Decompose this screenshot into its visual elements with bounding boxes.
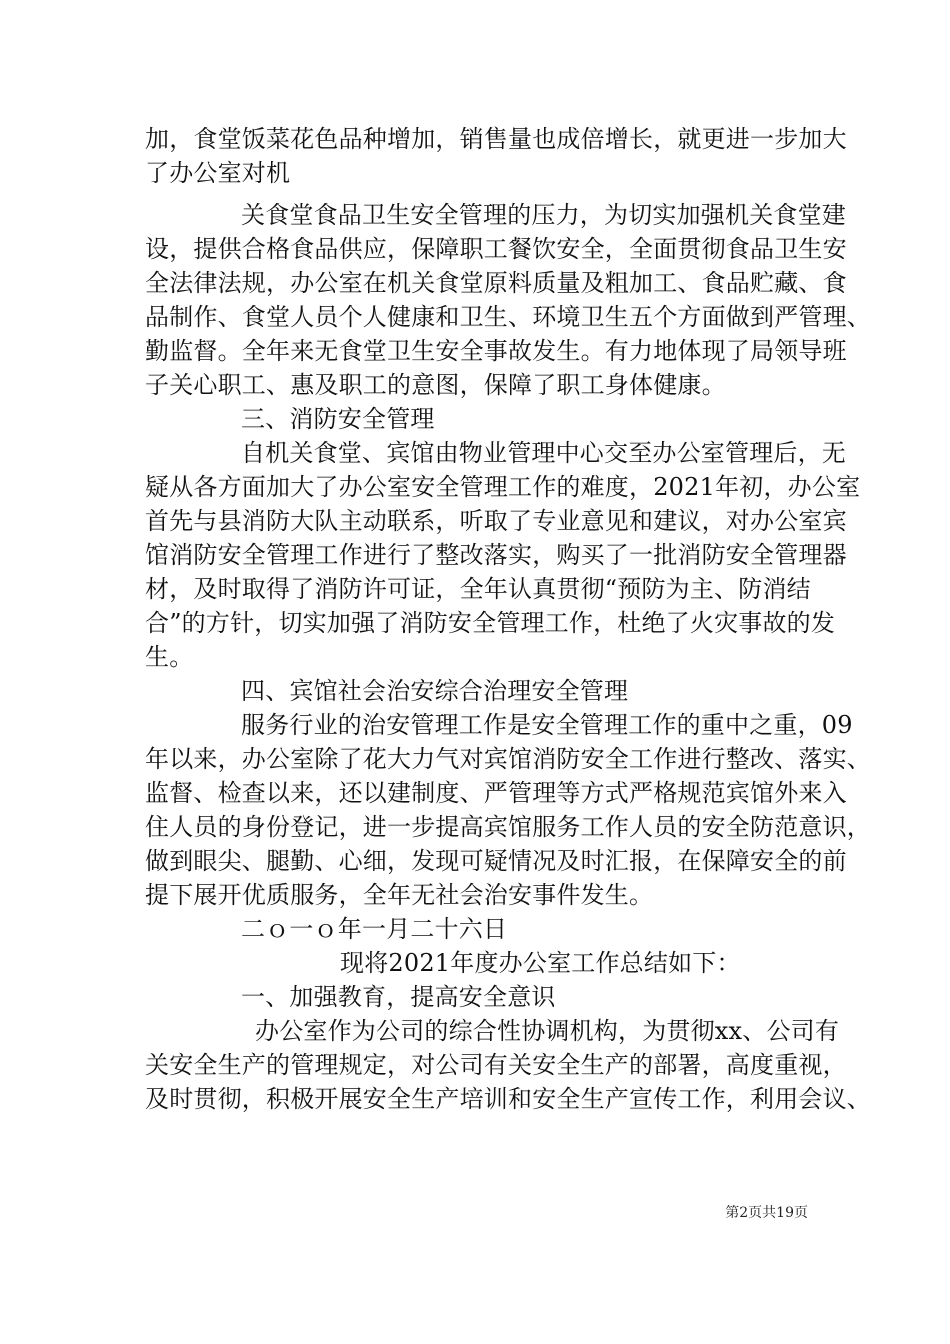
section-heading: 一、加强教育，提高安全意识 xyxy=(241,983,556,1011)
body-line: 服务行业的治安管理工作是安全管理工作的重中之重，09 xyxy=(241,711,853,739)
document-body xyxy=(145,122,871,1116)
body-line: 关安全生产的管理规定，对公司有关安全生产的部署，高度重视， xyxy=(145,1051,847,1079)
body-line: 监督、检查以来，还以建制度、严管理等方式严格规范宾馆外来入 xyxy=(145,779,847,807)
body-line: 首先与县消防大队主动联系，听取了专业意见和建议，对办公室宾 xyxy=(145,507,847,535)
body-line: 全法律法规，办公室在机关食堂原料质量及粗加工、食品贮藏、食 xyxy=(145,269,847,297)
body-line: 住人员的身份登记，进一步提高宾馆服务工作人员的安全防范意识， xyxy=(145,813,871,841)
body-line: 疑从各方面加大了办公室安全管理工作的难度，2021年初，办公室 xyxy=(145,473,861,501)
body-line: 及时贯彻，积极开展安全生产培训和安全生产宣传工作，利用会议、 xyxy=(145,1085,871,1113)
body-line: 品制作、食堂人员个人健康和卫生、环境卫生五个方面做到严管理、 xyxy=(145,303,871,331)
body-line: 办公室作为公司的综合性协调机构，为贯彻xx、公司有 xyxy=(255,1017,840,1045)
body-line: 设，提供合格食品供应，保障职工餐饮安全，全面贯彻食品卫生安 xyxy=(145,235,847,263)
section-heading: 三、消防安全管理 xyxy=(241,405,435,433)
date-line: 二ｏ一ｏ年一月二十六日 xyxy=(241,915,508,943)
body-line: 关食堂食品卫生安全管理的压力，为切实加强机关食堂建 xyxy=(241,201,846,229)
body-line: 生。 xyxy=(145,643,194,671)
body-line: 提下展开优质服务，全年无社会治安事件发生。 xyxy=(145,881,654,909)
body-line: 加，食堂饭菜花色品种增加，销售量也成倍增长，就更进一步加大 xyxy=(145,125,847,153)
body-line: 年以来，办公室除了花大力气对宾馆消防安全工作进行整改、落实、 xyxy=(145,745,871,773)
body-line: 了办公室对机 xyxy=(145,159,291,187)
body-line: 自机关食堂、宾馆由物业管理中心交至办公室管理后，无 xyxy=(241,439,846,467)
body-line: 合”的方针，切实加强了消防安全管理工作，杜绝了火灾事故的发 xyxy=(145,609,836,637)
body-line: 馆消防安全管理工作进行了整改落实，购买了一批消防安全管理器 xyxy=(145,541,847,569)
body-line: 勤监督。全年来无食堂卫生安全事故发生。有力地体现了局领导班 xyxy=(145,337,847,365)
body-line: 材，及时取得了消防许可证，全年认真贯彻“预防为主、防消结 xyxy=(145,575,811,603)
body-line: 做到眼尖、腿勤、心细，发现可疑情况及时汇报，在保障安全的前 xyxy=(145,847,847,875)
page-number: 第2页共19页 xyxy=(725,1205,808,1221)
paragraph-gap xyxy=(145,190,815,198)
summary-heading: 现将2021年度办公室工作总结如下： xyxy=(340,949,741,977)
section-heading: 四、宾馆社会治安综合治理安全管理 xyxy=(241,677,629,705)
body-line: 子关心职工、惠及职工的意图，保障了职工身体健康。 xyxy=(145,371,726,399)
